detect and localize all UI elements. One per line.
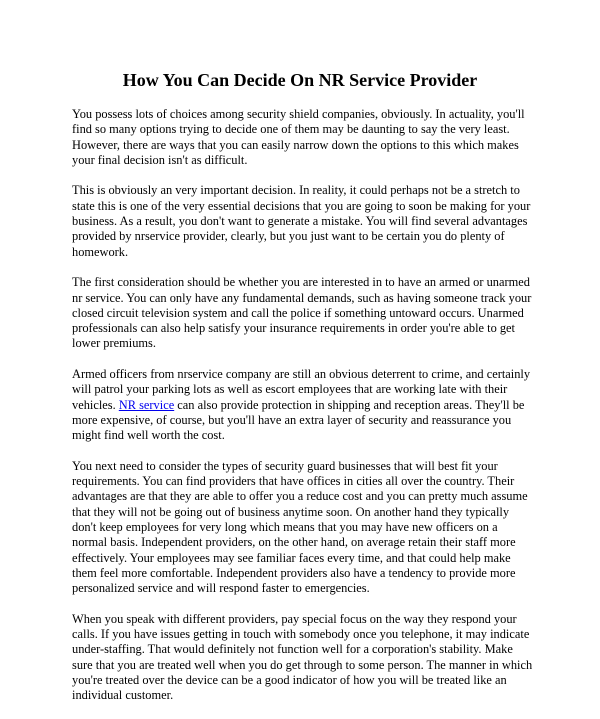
paragraph-guard-business-types: You next need to consider the types of security guard businesses that will best fit your requirements. You can find providers that have offices in cities all over the country. Their advantages are that they are able to offer you a reduce cost and you can pretty much assume that they will not be going out of business anytime soon. On another hand they typically don't keep employees for very long which means that you may have new officers on a normal basis. Independent providers, on the other hand, on average retain their staff more effectively. Your employees may see familiar faces every time, and that could help make them feel more comfortable. Independent providers also have a tendency to provide more personalized service and will respond faster to emergencies.: [72, 458, 528, 596]
document-title: How You Can Decide On NR Service Provider: [122, 70, 478, 90]
document-body: [72, 107, 534, 719]
paragraph-armed-officers: [72, 367, 534, 443]
paragraph-armed-officers-text-end: can also provide protection in shipping and reception areas. They'll be more expensive, of course, but you'll have an extra layer of security and reassurance you might find well worth the cost.: [72, 397, 525, 443]
paragraph-important-decision: This is obviously an very important decision. In reality, it could perhaps not be a stretch to state this is one of the very essential decisions that you are going to soon be making for your business. As a result, you don't want to generate a mistake. You will find several advantages provided by nrservice provider, clearly, but you just want to be certain you do plenty of homework.: [72, 183, 531, 259]
paragraph-choices: You possess lots of choices among security shield companies, obviously. In actuality, you'll find so many options trying to decide one of them may be daunting to say the very least. However, there are ways that you can easily narrow down the options to this which makes your final decision isn't as difficult.: [72, 107, 525, 167]
nr-service-link[interactable]: NR service: [118, 397, 175, 412]
paragraph-armed-officers-text-start: Armed officers from nrservice company are still an obvious deterrent to crime, and certainly will patrol your parking lots as well as escort employees that are working late with their vehicles.: [72, 367, 531, 412]
paragraph-speak-with-providers: When you speak with different providers, pay special focus on the way they respond your calls. If you have issues getting in touch with somebody once you telephone, it may indicate under-staffing. That would definitely not function well for a corporation's stability. Make sure that you are treated well when you do get through to some person. The manner in which you're treated over the device can be a good indicator of how you will be treated like an individual customer.: [72, 611, 533, 703]
paragraph-armed-or-unarmed: The first consideration should be whether you are interested in to have an armed or unarmed nr service. You can only have any fundamental demands, such as having someone track your closed circuit television system and call the police if something untoward occurs. Unarmed professionals can also help satisfy your insurance requirements in order you're able to get lower premiums.: [72, 275, 532, 351]
